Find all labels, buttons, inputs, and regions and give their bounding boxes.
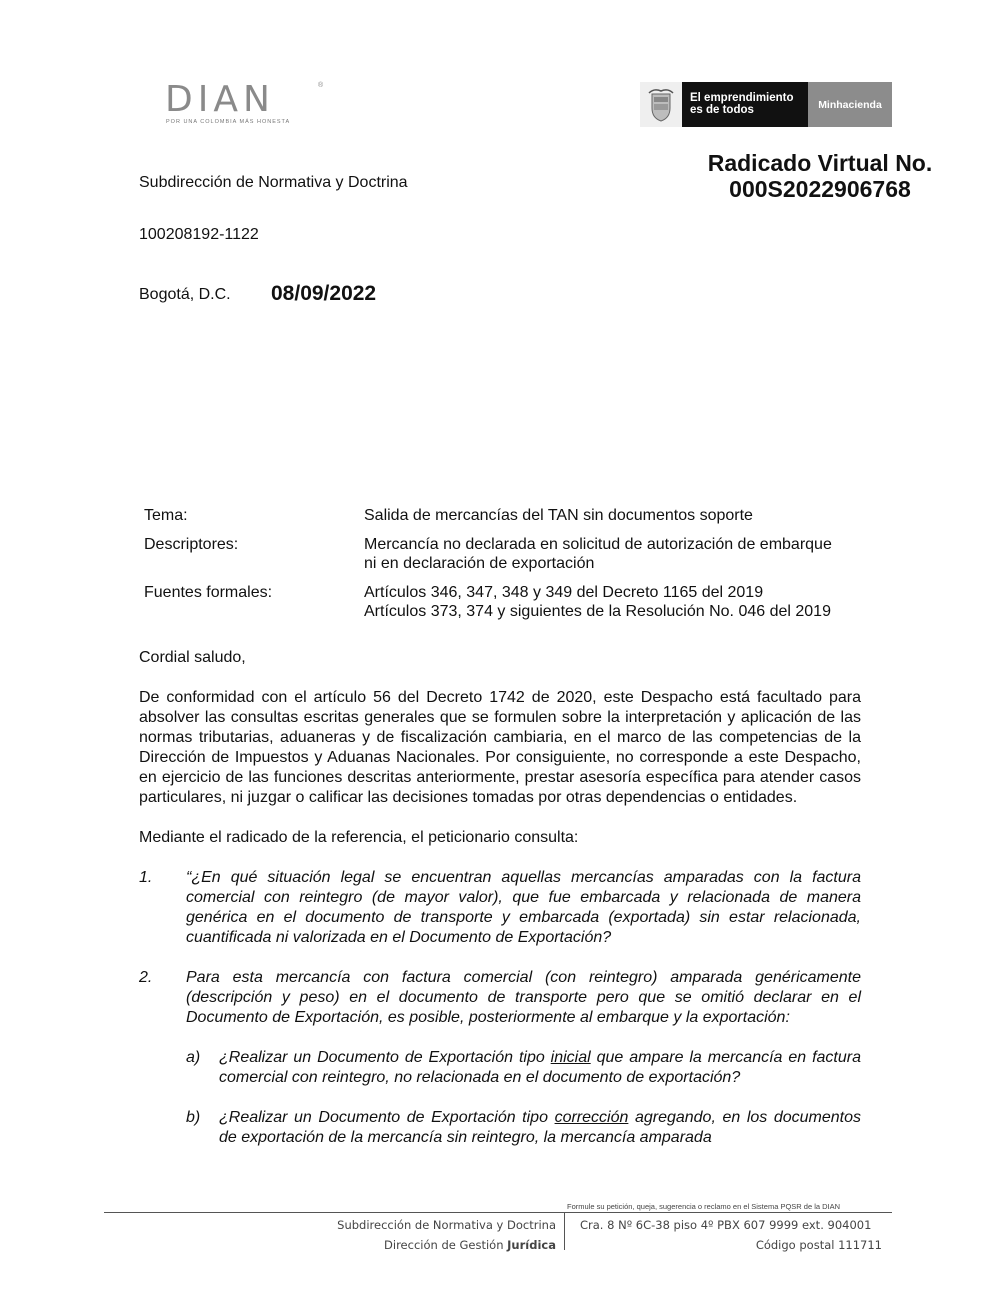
underlined-term: inicial — [550, 1049, 591, 1066]
tema-value: Salida de mercancías del TAN sin documentos soporte — [364, 507, 753, 524]
paragraph: Mediante el radicado de la referencia, el peticionario consulta: — [139, 829, 579, 846]
footer-divider — [104, 1212, 892, 1213]
sub-question-item — [186, 1048, 861, 1088]
radicado-number: 000S2022906768 — [729, 176, 911, 202]
paragraph: De conformidad con el artículo 56 del Decreto 1742 de 2020, este Despacho está facultado para absolver las consultas escritas generales que se formulen sobre la interpretación y aplicación de las normas tributarias, aduaneras y de fiscalización cambiaria, en el marco de las competencias de la Dirección de Impuestos y Aduanas Nacionales. Por consiguiente, no corresponde a este Despacho, en ejercicio de las funciones descritas anteriormente, prestar asesoría específica para atender casos particulares, ni juzgar o calificar las decisiones tomadas por otras dependencias o entidades. — [139, 689, 861, 806]
sub-question-letter: a) — [186, 1049, 201, 1066]
text-run: ¿Realizar un Documento de Exportación tipo — [219, 1049, 551, 1066]
letter-date: 08/09/2022 — [271, 282, 377, 305]
text-run: Dirección de Gestión — [384, 1238, 508, 1252]
radicado-label: Radicado Virtual No. — [707, 150, 933, 176]
government-logo — [640, 82, 892, 127]
radicado-block — [690, 150, 950, 202]
greeting: Cordial saludo, — [139, 649, 246, 666]
fuentes-line: Artículos 373, 374 y siguientes de la Resolución No. 046 del 2019 — [364, 603, 831, 620]
metadata-table — [144, 506, 874, 631]
city: Bogotá, D.C. — [139, 286, 231, 303]
question-text: Para esta mercancía con factura comercial (con reintegro) amparada genéricamente (descripción y peso) en el documento de transporte pero que se omitió declarar en el Documento de Exportación, es posible, posteriormente al embarque y la exportación: — [186, 969, 861, 1026]
sub-question-item — [186, 1108, 861, 1148]
question-text: “¿En qué situación legal se encuentran aquellas mercancías amparadas con la factura comercial con reintegro (de mayor valor), que fue embarcada y relacionada de manera genérica en el documento de transporte y embarcada (exportada) sin estar relacionada, cuantificada ni valorizada en el Documento de Exportación? — [186, 869, 861, 946]
footer-note: Formule su petición, queja, sugerencia o reclamo en el Sistema PQSR de la DIAN — [567, 1202, 841, 1211]
sub-question-text — [219, 1108, 861, 1148]
reference-number: 100208192-1122 — [139, 226, 259, 243]
fuentes-row — [144, 583, 874, 621]
gov-slogan-line1: El emprendimiento — [690, 92, 794, 104]
fuentes-line: Artículos 346, 347, 348 y 349 del Decreto 1165 del 2019 — [364, 584, 764, 601]
question-item — [139, 968, 861, 1028]
dian-tagline: POR UNA COLOMBIA MÁS HONESTA — [166, 119, 291, 125]
fuentes-label: Fuentes formales: — [144, 584, 273, 601]
dian-logo — [165, 79, 325, 126]
tema-label: Tema: — [144, 507, 188, 524]
text-run: agregando, en los documentos de exportación de la mercancía sin reintegro, la mercancía amparada — [219, 1109, 862, 1146]
sub-question-text — [219, 1048, 861, 1088]
registered-mark: ® — [318, 82, 324, 89]
descriptores-line: ni en declaración de exportación — [364, 555, 595, 572]
footer-address — [580, 1215, 882, 1255]
question-number: 1. — [139, 869, 153, 886]
footer-office-line1: Subdirección de Normativa y Doctrina — [337, 1218, 556, 1232]
tema-row — [144, 506, 874, 525]
descriptores-row — [144, 535, 874, 573]
footer-office-line2 — [250, 1235, 556, 1255]
footer-bold-term: Jurídica — [507, 1238, 556, 1252]
gov-slogan-line2: es de todos — [690, 104, 754, 116]
ministry-label: Minhacienda — [808, 82, 892, 127]
footer-postal-code: Código postal 111711 — [755, 1238, 882, 1252]
text-run: ¿Realizar un Documento de Exportación tipo — [219, 1109, 555, 1126]
question-number: 2. — [139, 969, 153, 986]
sub-question-letter: b) — [186, 1109, 201, 1126]
coat-of-arms-icon — [640, 82, 682, 127]
descriptores-label: Descriptores: — [144, 536, 239, 553]
text-run: que ampare la mercancía en factura comercial con reintegro, no relacionada en el documento de exportación? — [219, 1049, 861, 1086]
descriptores-line: Mercancía no declarada en solicitud de autorización de embarque — [364, 536, 832, 553]
letter-body — [139, 648, 861, 1168]
question-item — [139, 868, 861, 948]
office-name: Subdirección de Normativa y Doctrina — [139, 174, 408, 191]
gov-slogan — [682, 82, 808, 127]
footer-office — [250, 1215, 556, 1255]
dian-logo-text: DIAN — [165, 79, 275, 120]
footer-address-line: Cra. 8 Nº 6C-38 piso 4º PBX 607 9999 ext. 904001 — [580, 1218, 872, 1232]
footer-vertical-divider — [564, 1213, 565, 1250]
underlined-term: corrección — [554, 1109, 629, 1126]
